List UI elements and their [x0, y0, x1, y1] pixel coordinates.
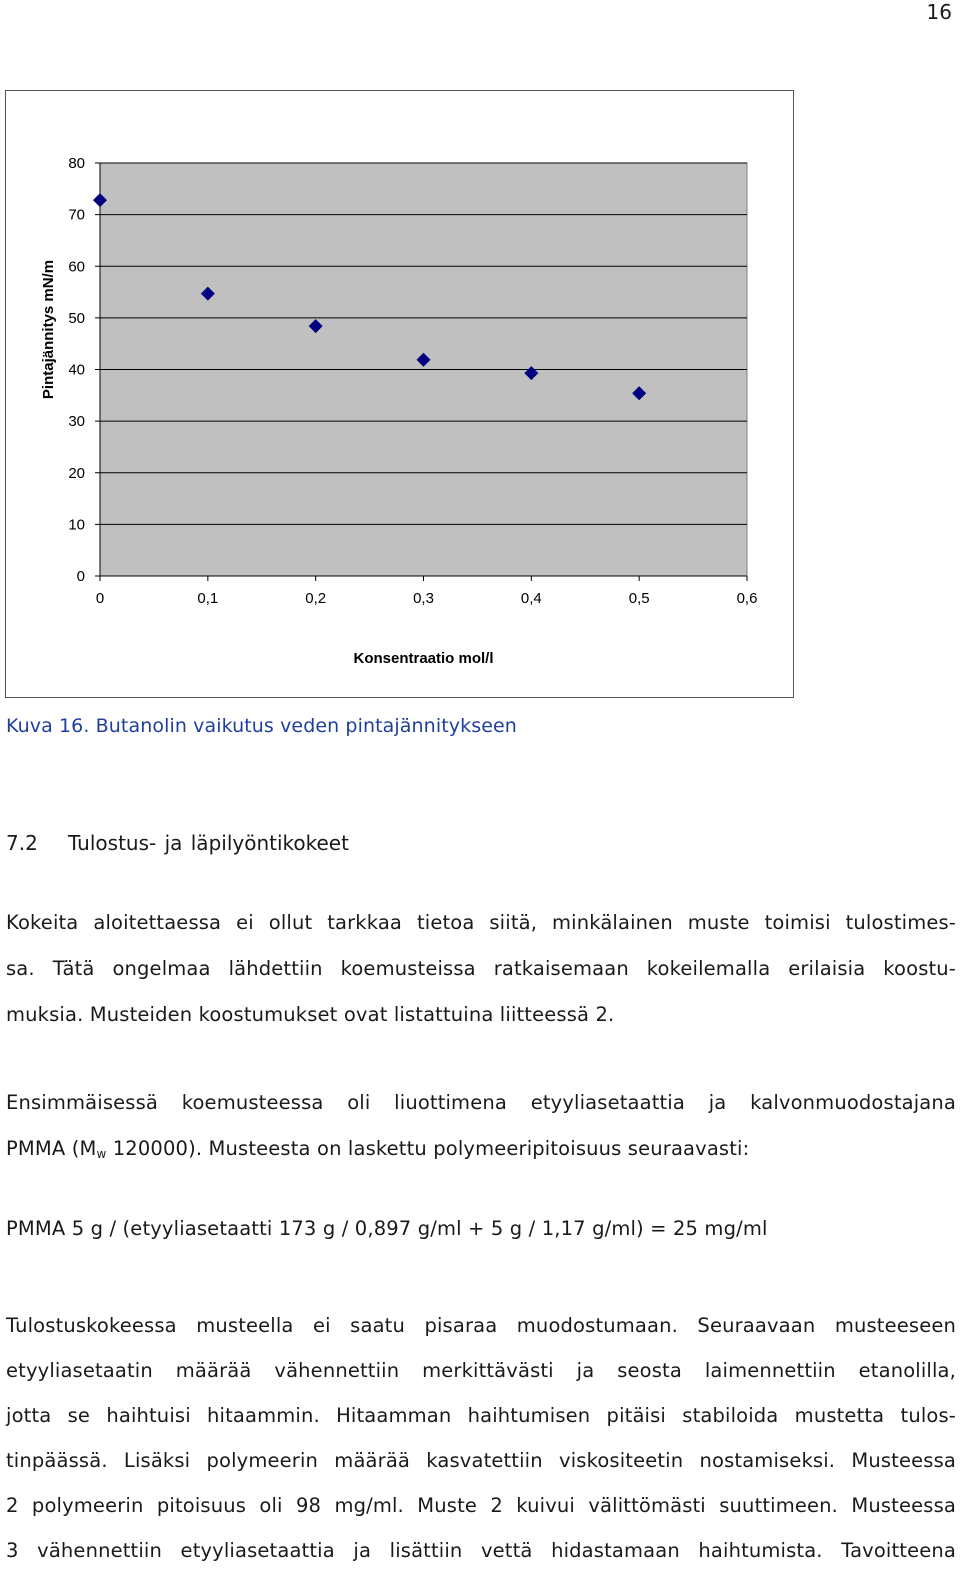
figure-caption: Kuva 16. Butanolin vaikutus veden pintajännitykseen [6, 715, 517, 737]
section-title: Tulostus- ja läpilyöntikokeet [68, 831, 349, 855]
paragraph-line: 3 vähennettiin etyyliasetaattia ja lisättiin vettä hidastamaan haihtumista. Tavoitteena [6, 1539, 956, 1562]
x-tick-label: 0,5 [628, 590, 650, 607]
y-tick-label: 30 [68, 413, 85, 431]
chart-frame [5, 90, 794, 698]
x-tick-label: 0,4 [520, 590, 542, 607]
y-tick-label: 80 [68, 155, 85, 172]
paragraph-print-test [6, 1303, 956, 1573]
mw-subscript: w [96, 1147, 107, 1161]
x-tick-label: 0,3 [413, 590, 434, 607]
y-tick-label: 40 [68, 361, 85, 379]
paragraph-line [6, 1126, 956, 1177]
paragraph-line: etyyliasetaatin määrää vähennettiin merkittävästi ja seosta laimennettiin etanolilla, [6, 1359, 956, 1382]
y-tick-label: 10 [68, 516, 85, 534]
x-tick-label: 0 [95, 590, 105, 607]
pmma-prefix: PMMA (M [6, 1137, 97, 1160]
paragraph-line: muksia. Musteiden koostumukset ovat listattuina liitteessä 2. [6, 1003, 615, 1026]
scatter-chart [6, 91, 793, 697]
paragraph-intro [6, 900, 956, 1038]
y-tick-label: 50 [68, 309, 85, 327]
page-number: 16 [926, 0, 952, 24]
paragraph-line: Ensimmäisessä koemusteessa oli liuottimena etyyliasetaattia ja kalvonmuodostajana [6, 1091, 956, 1114]
x-axis-label: Konsentraatio mol/l [353, 650, 494, 667]
paragraph-line: jotta se haihtuisi hitaammin. Hitaamman haihtumisen pitäisi stabiloida mustetta tulos- [6, 1404, 956, 1427]
y-tick-label: 20 [68, 464, 85, 482]
y-tick-label: 0 [76, 568, 85, 585]
paragraph-line: tinpäässä. Lisäksi polymeerin määrää kasvatettiin viskositeetin nostamiseksi. Musteessa [6, 1449, 956, 1472]
y-tick-label: 60 [68, 258, 85, 276]
section-number: 7.2 [6, 831, 38, 855]
paragraph-line: sa. Tätä ongelmaa lähdettiin koemusteissa ratkaisemaan kokeilemalla erilaisia koostu- [6, 957, 956, 980]
section-heading [6, 828, 349, 858]
paragraph-first-ink [6, 1080, 956, 1177]
x-tick-label: 0,1 [197, 590, 219, 607]
paragraph-line: 2 polymeerin pitoisuus oli 98 mg/ml. Muste 2 kuivui välittömästi suuttimeen. Musteessa [6, 1494, 956, 1517]
y-tick-label: 70 [68, 206, 85, 224]
paragraph-line: Kokeita aloitettaessa ei ollut tarkkaa tietoa siitä, minkälainen muste toimisi tulostimes- [6, 911, 956, 934]
paragraph-line: Tulostuskokeessa musteella ei saatu pisaraa muodostumaan. Seuraavaan musteeseen [6, 1314, 956, 1337]
x-tick-label: 0,6 [736, 590, 758, 607]
x-tick-label: 0,2 [305, 590, 327, 607]
y-axis-label: Pintajännitys mN/m [40, 259, 57, 400]
formula-text: PMMA 5 g / (etyyliasetaatti 173 g / 0,897 g/ml + 5 g / 1,17 g/ml) = 25 mg/ml [6, 1217, 768, 1240]
formula [6, 1214, 956, 1244]
pmma-suffix: 120000). Musteesta on laskettu polymeeripitoisuus seuraavasti: [106, 1137, 750, 1160]
